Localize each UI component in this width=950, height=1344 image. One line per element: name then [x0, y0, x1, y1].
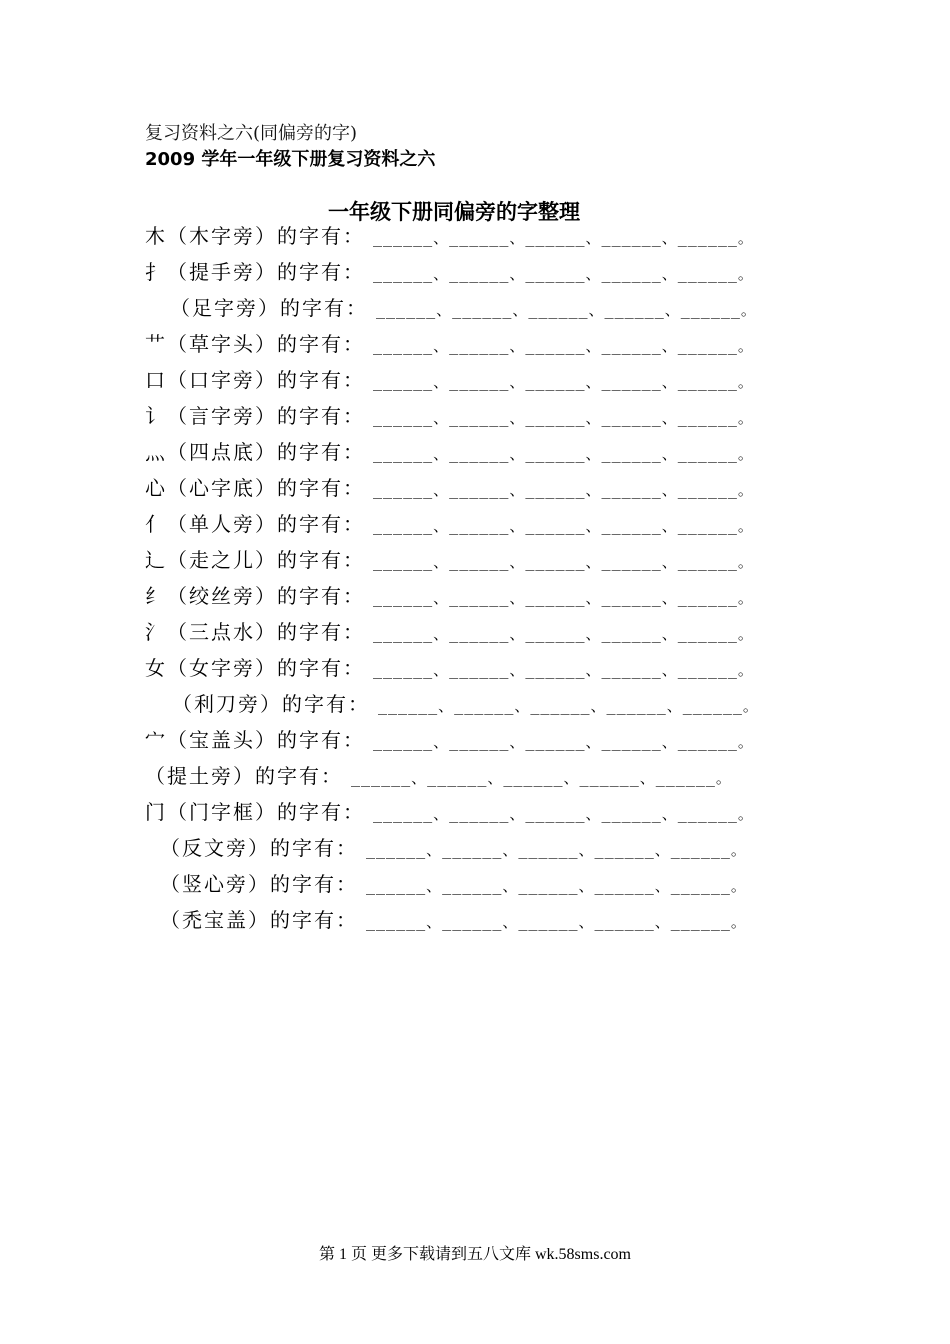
answer-blanks: ______、______、______、______、______。 [366, 913, 747, 931]
radical-label: （提土旁）的字有： [145, 764, 343, 788]
answer-blanks: ______、______、______、______、______。 [373, 229, 754, 247]
radical-label: 艹（草字头）的字有： [145, 332, 365, 356]
list-item [145, 653, 754, 683]
answer-blanks: ______、______、______、______、______。 [373, 733, 754, 751]
answer-blanks: ______、______、______、______、______。 [373, 445, 754, 463]
answer-blanks: ______、______、______、______、______。 [373, 373, 754, 391]
radical-label: （禿宝盖）的字有： [160, 908, 358, 932]
list-item [145, 473, 754, 503]
list-item [172, 689, 759, 719]
answer-blanks: ______、______、______、______、______。 [373, 481, 754, 499]
radical-label: 心（心字底）的字有： [145, 476, 365, 500]
radical-label: 纟（绞丝旁）的字有： [145, 584, 365, 608]
list-item [145, 581, 754, 611]
radical-label: 讠（言字旁）的字有： [145, 404, 365, 428]
list-item [145, 617, 754, 647]
list-item [145, 761, 732, 791]
list-item [145, 797, 754, 827]
radical-label: 木（木字旁）的字有： [145, 224, 365, 248]
radical-label: （反文旁）的字有： [160, 836, 358, 860]
list-item [160, 833, 747, 863]
answer-blanks: ______、______、______、______、______。 [373, 409, 754, 427]
radical-label: 氵（三点水）的字有： [145, 620, 365, 644]
answer-blanks: ______、______、______、______、______。 [376, 301, 757, 319]
radical-label: 门（门字框）的字有： [145, 800, 365, 824]
list-item [145, 725, 754, 755]
answer-blanks: ______、______、______、______、______。 [373, 805, 754, 823]
list-item [145, 257, 754, 287]
answer-blanks: ______、______、______、______、______。 [373, 337, 754, 355]
radical-label: 灬（四点底）的字有： [145, 440, 365, 464]
answer-blanks: ______、______、______、______、______。 [373, 625, 754, 643]
list-item [145, 437, 754, 467]
answer-blanks: ______、______、______、______、______。 [378, 697, 759, 715]
radical-label: （竖心旁）的字有： [160, 872, 358, 896]
list-item [145, 509, 754, 539]
radical-label: 亻（单人旁）的字有： [145, 512, 365, 536]
radical-label: 女（女字旁）的字有： [145, 656, 365, 680]
list-item [145, 365, 754, 395]
list-item [160, 869, 747, 899]
radical-label: （利刀旁）的字有： [172, 692, 370, 716]
answer-blanks: ______、______、______、______、______。 [373, 553, 754, 571]
page-title: 一年级下册同偏旁的字整理 [328, 200, 580, 224]
answer-blanks: ______、______、______、______、______。 [373, 661, 754, 679]
list-item [145, 329, 754, 359]
radical-label: 口（口字旁）的字有： [145, 368, 365, 392]
radical-label: （足字旁）的字有： [170, 296, 368, 320]
page-footer: 第 1 页 更多下载请到五八文库 wk.58sms.com [318, 1246, 631, 1263]
answer-blanks: ______、______、______、______、______。 [366, 877, 747, 895]
radical-label: 扌（提手旁）的字有： [145, 260, 365, 284]
radical-label: 辶（走之儿）的字有： [145, 548, 365, 572]
list-item [145, 221, 754, 251]
document-subtitle: 复习资料之六(同偏旁的字) [145, 123, 358, 144]
answer-blanks: ______、______、______、______、______。 [373, 265, 754, 283]
list-item [170, 293, 757, 323]
list-item [145, 401, 754, 431]
list-item [160, 905, 747, 935]
radical-label: 宀（宝盖头）的字有： [145, 728, 365, 752]
document-heading: 2009 学年一年级下册复习资料之六 [145, 149, 436, 170]
answer-blanks: ______、______、______、______、______。 [373, 517, 754, 535]
list-item [145, 545, 754, 575]
answer-blanks: ______、______、______、______、______。 [373, 589, 754, 607]
answer-blanks: ______、______、______、______、______。 [351, 769, 732, 787]
answer-blanks: ______、______、______、______、______。 [366, 841, 747, 859]
